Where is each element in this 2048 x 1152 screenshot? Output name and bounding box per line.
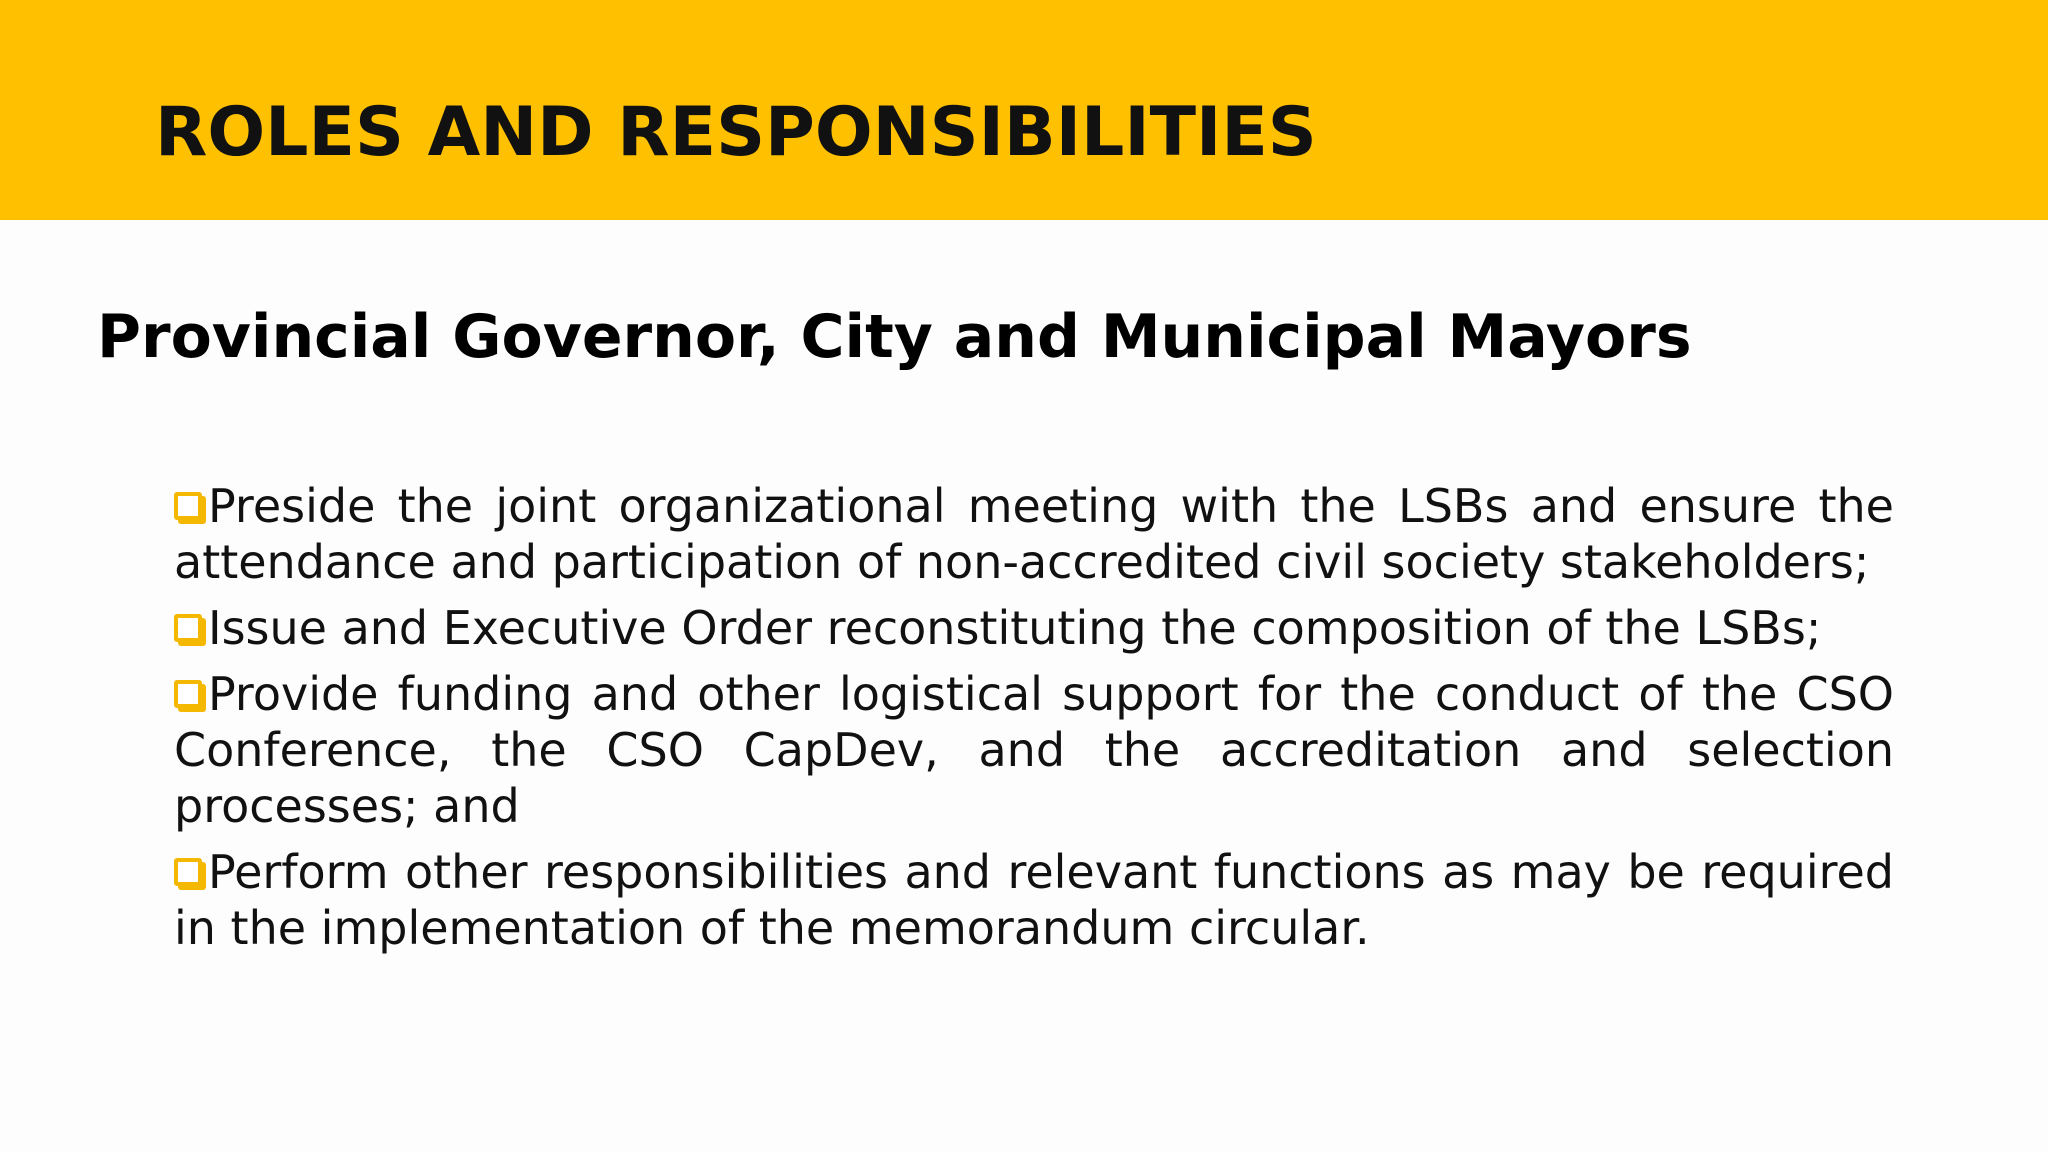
- bullet-item: [174, 600, 1894, 656]
- bullet-item: [174, 844, 1894, 956]
- checkbox-bullet-icon: [174, 680, 202, 708]
- bullet-text: Issue and Executive Order reconstituting the composition of the LSBs;: [208, 601, 1822, 655]
- bullet-item: [174, 666, 1894, 834]
- slide-title: ROLES AND RESPONSIBILITIES: [155, 93, 1317, 172]
- bullet-list: [174, 478, 1894, 966]
- checkbox-bullet-icon: [174, 492, 202, 520]
- checkbox-bullet-icon: [174, 614, 202, 642]
- bullet-text: Perform other responsibilities and relevant functions as may be required in the implementation of the memorandum circular.: [174, 845, 1894, 955]
- bullet-item: [174, 478, 1894, 590]
- bullet-text: Provide funding and other logistical support for the conduct of the CSO Conference, the CSO CapDev, and the accreditation and selection processes; and: [174, 667, 1894, 833]
- slide-subtitle: Provincial Governor, City and Municipal Mayors: [97, 302, 1692, 372]
- checkbox-bullet-icon: [174, 858, 202, 886]
- title-band: [0, 0, 2048, 220]
- bullet-text: Preside the joint organizational meeting with the LSBs and ensure the attendance and participation of non-accredited civil society stakeholders;: [174, 479, 1894, 589]
